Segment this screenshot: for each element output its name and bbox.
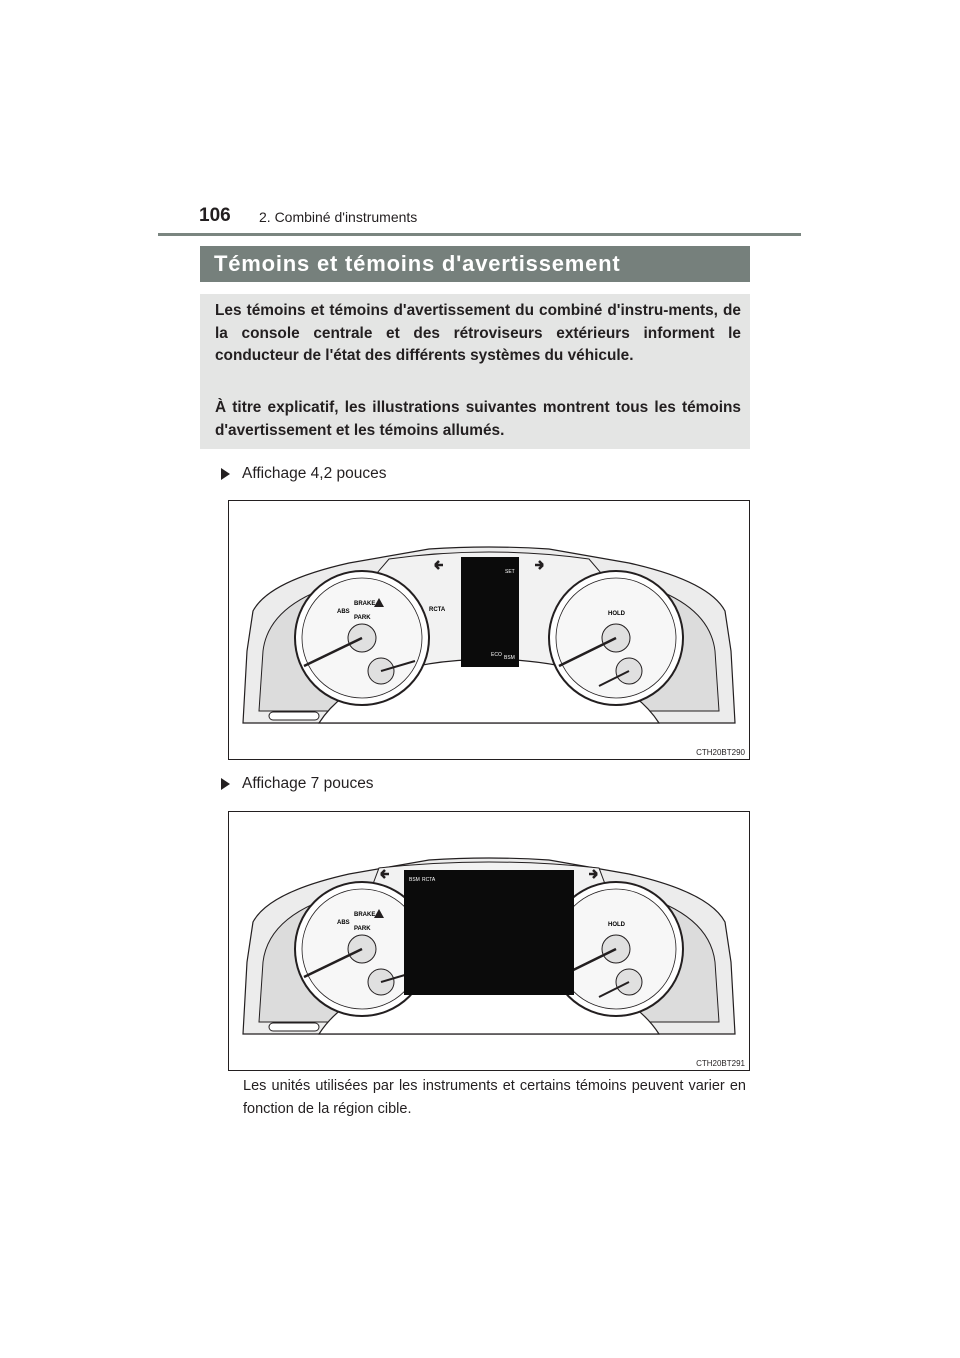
fig2-bsm-label: BSM [409, 877, 420, 883]
fig2-abs-label: ABS [337, 920, 350, 926]
fig2-slot [269, 1023, 319, 1031]
instrument-cluster-7-illustration [229, 812, 749, 1070]
fig1-brake-label: BRAKE [354, 601, 376, 607]
fig2-rcta-label: RCTA [422, 877, 436, 883]
fig1-eco-label: ECO [491, 652, 502, 658]
fig2-hold-label: HOLD [608, 922, 625, 928]
fig1-hold-label: HOLD [608, 611, 625, 617]
bullet-triangle-icon [221, 468, 230, 480]
fig2-park-label: PARK [354, 926, 371, 932]
region-units-note: Les unités utilisées par les instruments et certains témoins peuvent varier en fonction de la région cible. [243, 1078, 746, 1117]
figure-2-frame [228, 811, 750, 1071]
chapter-title: 2. Combiné d'instruments [259, 209, 418, 225]
instrument-cluster-4-2-illustration [229, 501, 749, 759]
figure-2-caption: Affichage 7 pouces [242, 775, 374, 792]
figure-2-caption-row [221, 775, 374, 793]
figure-1-frame [228, 500, 750, 760]
fig1-slot [269, 712, 319, 720]
figure-1-caption: Affichage 4,2 pouces [242, 465, 387, 482]
bullet-triangle-icon [221, 778, 230, 790]
fig1-rcta-label: RCTA [429, 607, 446, 613]
fig1-set-label: SET [505, 569, 515, 575]
intro-box [200, 294, 750, 449]
section-banner [200, 246, 750, 282]
page-number: 106 [199, 205, 231, 226]
fig1-park-label: PARK [354, 615, 371, 621]
figure-1-caption-row [221, 465, 387, 483]
fig1-abs-label: ABS [337, 609, 350, 615]
intro-paragraph-1: Les témoins et témoins d'avertissement du combiné d'instru-ments, de la console centrale et des rétroviseurs extérieurs informent le conducteur de l'état des différents systèmes du véhicule. [215, 302, 741, 364]
figure-1-code: CTH20BT290 [696, 748, 745, 757]
intro-paragraph-2: À titre explicatif, les illustrations suivantes montrent tous les témoins d'avertissement et les témoins allumés. [215, 399, 741, 439]
figure-2-code: CTH20BT291 [696, 1059, 745, 1068]
section-title: Témoins et témoins d'avertissement [214, 251, 621, 276]
fig1-bsm-label: BSM [504, 655, 515, 661]
header-rule [158, 233, 801, 236]
fig2-center-display [404, 870, 574, 995]
fig2-brake-label: BRAKE [354, 912, 376, 918]
